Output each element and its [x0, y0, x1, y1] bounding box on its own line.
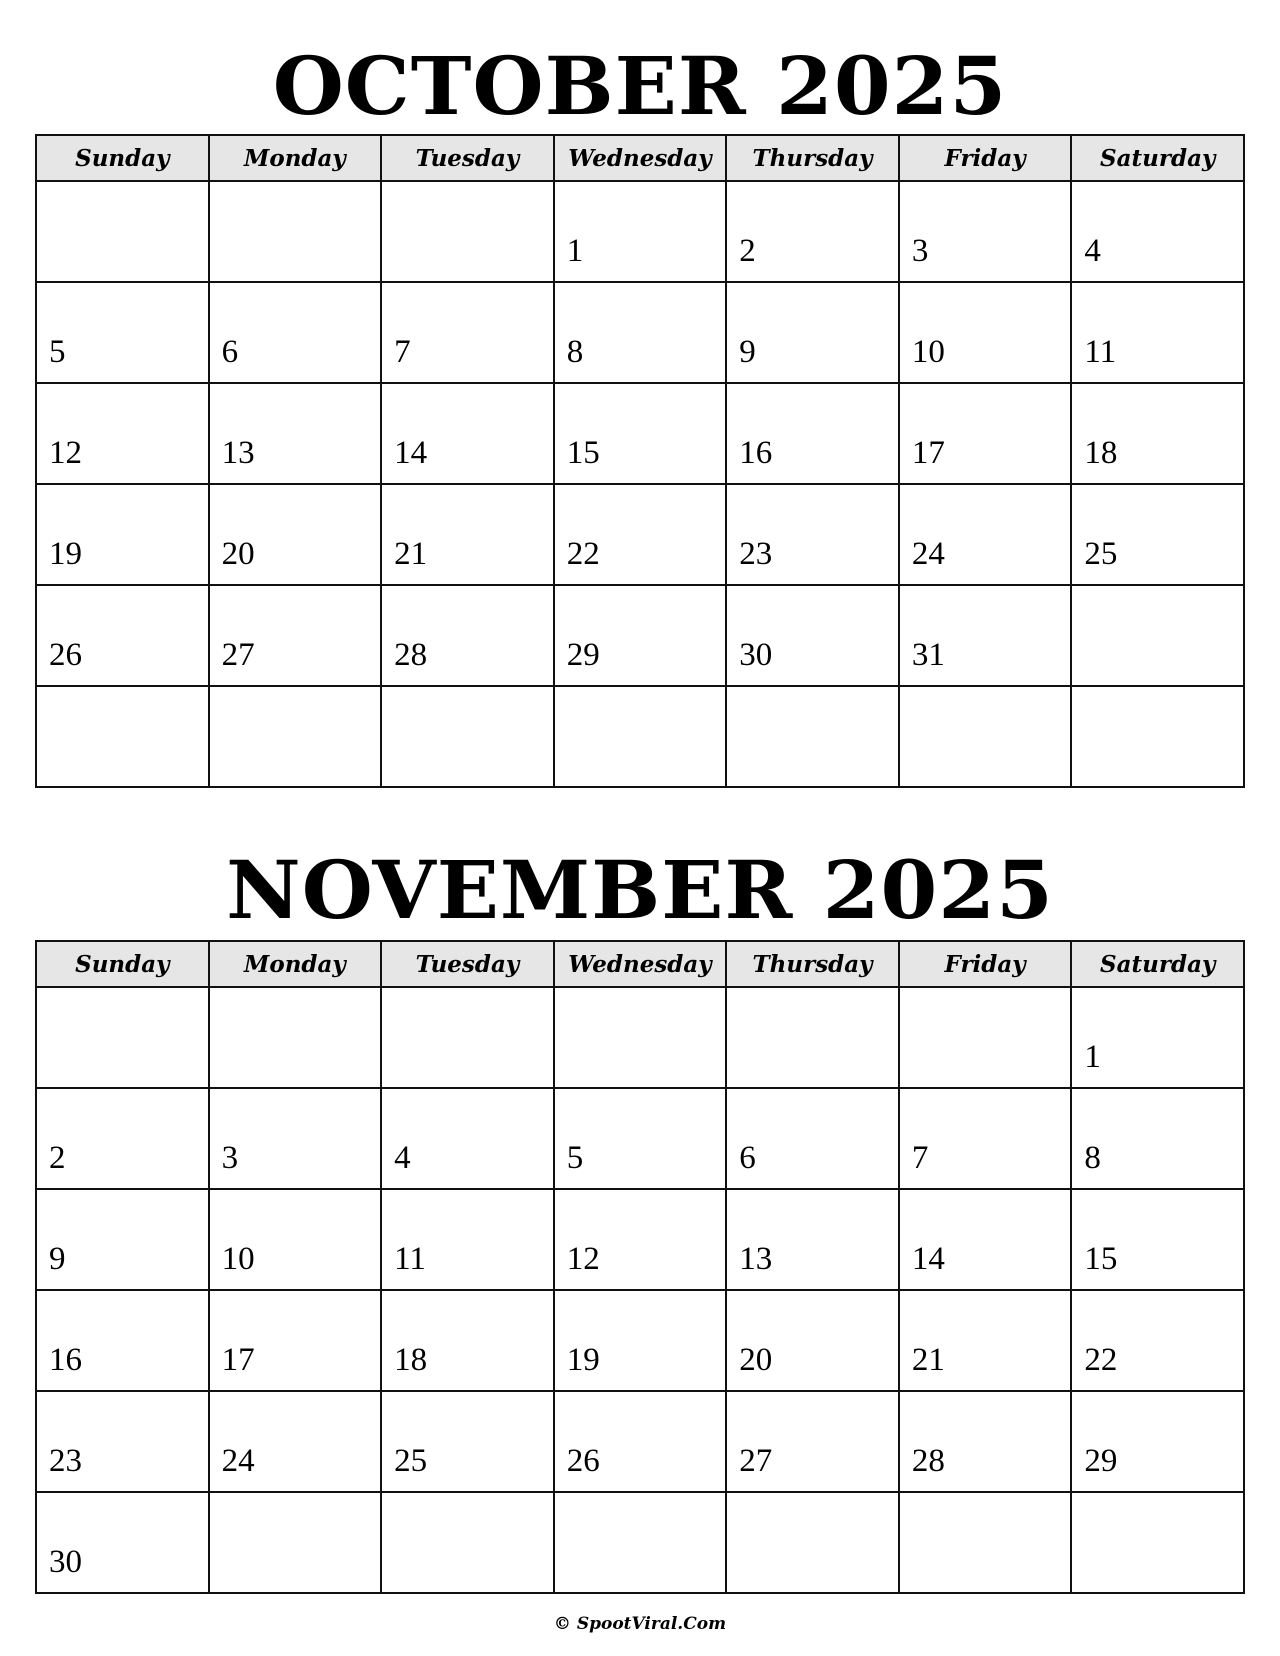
day-cell — [36, 686, 209, 787]
day-number: 12 — [566, 1241, 600, 1277]
day-number: 13 — [221, 435, 255, 471]
day-cell — [36, 1088, 209, 1189]
day-cell — [1071, 1189, 1244, 1290]
day-number: 25 — [394, 1443, 428, 1479]
week-row — [36, 1391, 1244, 1492]
day-number: 13 — [739, 1241, 773, 1277]
day-cell — [899, 1391, 1072, 1492]
day-number — [727, 773, 898, 786]
day-cell — [726, 585, 899, 686]
day-cell — [36, 987, 209, 1088]
calendar-grid-november — [35, 940, 1245, 1594]
day-number: 29 — [566, 637, 600, 673]
day-cell — [381, 686, 554, 787]
day-number: 24 — [221, 1443, 255, 1479]
day-cell — [1071, 585, 1244, 686]
day-cell — [899, 585, 1072, 686]
day-cell — [554, 1088, 727, 1189]
day-cell — [381, 1290, 554, 1391]
day-cell — [726, 1290, 899, 1391]
day-cell — [209, 987, 382, 1088]
day-cell — [554, 987, 727, 1088]
day-cell — [36, 1189, 209, 1290]
day-cell — [381, 1492, 554, 1593]
week-row — [36, 987, 1244, 1088]
day-cell — [899, 282, 1072, 383]
day-cell — [554, 1492, 727, 1593]
day-cell — [1071, 181, 1244, 282]
weekday-header-wednesday: Wednesday — [554, 135, 727, 181]
day-number: 5 — [566, 1140, 584, 1176]
month-title-november: NOVEMBER 2025 — [226, 843, 1054, 937]
day-cell — [899, 1492, 1072, 1593]
day-number: 1 — [1084, 1039, 1101, 1075]
day-cell — [209, 383, 382, 484]
day-number: 7 — [911, 1140, 929, 1176]
day-number — [555, 1074, 726, 1087]
day-cell — [554, 686, 727, 787]
day-cell — [381, 181, 554, 282]
day-cell — [209, 1492, 382, 1593]
day-cell — [899, 383, 1072, 484]
day-cell — [1071, 686, 1244, 787]
day-number: 8 — [566, 334, 584, 370]
day-number: 20 — [739, 1342, 773, 1378]
day-cell — [36, 181, 209, 282]
day-number: 23 — [49, 1443, 82, 1479]
day-number: 16 — [739, 435, 773, 471]
day-cell — [554, 282, 727, 383]
day-cell — [726, 181, 899, 282]
day-number: 9 — [49, 1241, 66, 1277]
day-number: 2 — [49, 1140, 66, 1176]
day-number: 29 — [1084, 1443, 1118, 1479]
week-row — [36, 484, 1244, 585]
day-number: 28 — [394, 637, 428, 673]
day-cell — [36, 1492, 209, 1593]
day-number: 15 — [1084, 1241, 1118, 1277]
weekday-header-friday: Friday — [899, 135, 1072, 181]
day-number: 18 — [394, 1342, 428, 1378]
weekday-header-friday: Friday — [899, 941, 1072, 987]
day-number: 27 — [739, 1443, 773, 1479]
day-cell — [554, 585, 727, 686]
weekday-header-saturday: Saturday — [1071, 135, 1244, 181]
day-cell — [36, 282, 209, 383]
day-number: 24 — [911, 536, 945, 572]
day-cell — [1071, 1290, 1244, 1391]
day-cell — [726, 1088, 899, 1189]
day-cell — [209, 282, 382, 383]
day-cell — [899, 1290, 1072, 1391]
day-cell — [899, 181, 1072, 282]
day-number — [727, 1074, 898, 1087]
day-number: 17 — [221, 1342, 255, 1378]
day-number: 14 — [911, 1241, 945, 1277]
day-number: 6 — [221, 334, 239, 370]
day-cell — [1071, 484, 1244, 585]
day-cell — [209, 484, 382, 585]
day-cell — [554, 1189, 727, 1290]
day-cell — [381, 484, 554, 585]
day-cell — [899, 484, 1072, 585]
day-cell — [36, 484, 209, 585]
day-number: 28 — [911, 1443, 945, 1479]
day-number: 21 — [911, 1342, 945, 1378]
day-number — [37, 773, 208, 786]
week-row — [36, 1189, 1244, 1290]
day-cell — [209, 1290, 382, 1391]
week-row — [36, 1088, 1244, 1189]
day-number — [37, 1074, 208, 1087]
day-cell — [381, 383, 554, 484]
day-number: 6 — [739, 1140, 756, 1176]
day-cell — [36, 1391, 209, 1492]
calendar-grid-october — [35, 134, 1245, 788]
day-cell — [726, 987, 899, 1088]
day-cell — [209, 181, 382, 282]
day-number — [210, 1579, 381, 1592]
day-number — [1072, 773, 1243, 786]
day-cell — [381, 1391, 554, 1492]
day-number: 19 — [566, 1342, 600, 1378]
day-number: 23 — [739, 536, 773, 572]
day-number: 8 — [1084, 1140, 1101, 1176]
day-cell — [381, 282, 554, 383]
day-number — [210, 773, 381, 786]
day-number — [382, 773, 553, 786]
day-cell — [1071, 282, 1244, 383]
day-cell — [899, 987, 1072, 1088]
day-number: 27 — [221, 637, 255, 673]
day-cell — [209, 686, 382, 787]
week-row — [36, 181, 1244, 282]
day-cell — [1071, 987, 1244, 1088]
day-number: 10 — [221, 1241, 255, 1277]
day-number: 11 — [394, 1241, 426, 1277]
weekday-header-thursday: Thursday — [726, 941, 899, 987]
day-number: 16 — [49, 1342, 82, 1378]
day-cell — [209, 1088, 382, 1189]
week-row — [36, 686, 1244, 787]
day-number: 1 — [566, 233, 584, 269]
day-number: 14 — [394, 435, 428, 471]
weekday-header-saturday: Saturday — [1071, 941, 1244, 987]
day-number — [210, 1074, 381, 1087]
day-cell — [381, 1088, 554, 1189]
day-number: 30 — [739, 637, 773, 673]
day-cell — [554, 383, 727, 484]
day-number: 11 — [1084, 334, 1117, 370]
day-cell — [209, 585, 382, 686]
week-row — [36, 1290, 1244, 1391]
day-cell — [36, 585, 209, 686]
weekday-header-row — [36, 135, 1244, 181]
day-cell — [726, 484, 899, 585]
day-cell — [554, 484, 727, 585]
day-cell — [726, 1492, 899, 1593]
weekday-header-wednesday: Wednesday — [554, 941, 727, 987]
day-number: 26 — [566, 1443, 600, 1479]
week-row — [36, 585, 1244, 686]
day-number: 12 — [49, 435, 82, 471]
day-cell — [899, 1189, 1072, 1290]
weekday-header-monday: Monday — [209, 941, 382, 987]
day-number — [900, 773, 1071, 786]
day-cell — [899, 1088, 1072, 1189]
weekday-header-row — [36, 941, 1244, 987]
day-number — [382, 1074, 553, 1087]
day-cell — [726, 1391, 899, 1492]
day-number: 26 — [49, 637, 82, 673]
day-number: 7 — [394, 334, 411, 370]
day-number: 30 — [49, 1544, 82, 1580]
day-cell — [726, 383, 899, 484]
day-cell — [726, 1189, 899, 1290]
day-number — [382, 1579, 553, 1592]
day-number: 18 — [1084, 435, 1118, 471]
day-cell — [381, 987, 554, 1088]
day-number: 22 — [566, 536, 600, 572]
weekday-header-monday: Monday — [209, 135, 382, 181]
day-number — [727, 1579, 898, 1592]
weekday-header-sunday: Sunday — [36, 941, 209, 987]
day-number: 15 — [566, 435, 600, 471]
day-number: 4 — [394, 1140, 411, 1176]
day-number: 9 — [739, 334, 756, 370]
day-number: 10 — [911, 334, 945, 370]
week-row — [36, 282, 1244, 383]
day-cell — [209, 1189, 382, 1290]
weekday-header-tuesday: Tuesday — [381, 941, 554, 987]
day-number — [210, 268, 381, 281]
day-number: 31 — [911, 637, 945, 673]
day-number — [37, 268, 208, 281]
day-number — [555, 773, 726, 786]
day-number — [555, 1579, 726, 1592]
day-number: 4 — [1084, 233, 1101, 269]
day-cell — [726, 686, 899, 787]
day-number: 2 — [739, 233, 756, 269]
day-number — [1072, 672, 1243, 685]
day-cell — [36, 383, 209, 484]
weekday-header-thursday: Thursday — [726, 135, 899, 181]
weekday-header-tuesday: Tuesday — [381, 135, 554, 181]
day-cell — [899, 686, 1072, 787]
day-number — [1072, 1579, 1243, 1592]
copyright-footer: © SpootViral.Com — [553, 1614, 727, 1634]
weekday-header-sunday: Sunday — [36, 135, 209, 181]
week-row — [36, 1492, 1244, 1593]
week-row — [36, 383, 1244, 484]
day-cell — [36, 1290, 209, 1391]
day-number: 17 — [911, 435, 945, 471]
day-number: 19 — [49, 536, 82, 572]
day-cell — [554, 1290, 727, 1391]
day-number: 3 — [221, 1140, 239, 1176]
day-cell — [554, 1391, 727, 1492]
day-cell — [1071, 1088, 1244, 1189]
day-number: 25 — [1084, 536, 1118, 572]
day-number — [900, 1074, 1071, 1087]
day-cell — [381, 1189, 554, 1290]
day-number: 20 — [221, 536, 255, 572]
day-cell — [726, 282, 899, 383]
day-number: 5 — [49, 334, 66, 370]
day-cell — [381, 585, 554, 686]
day-cell — [209, 1391, 382, 1492]
day-number: 21 — [394, 536, 428, 572]
day-number — [900, 1579, 1071, 1592]
day-cell — [554, 181, 727, 282]
day-number: 3 — [911, 233, 929, 269]
day-number: 22 — [1084, 1342, 1118, 1378]
day-number — [382, 268, 553, 281]
day-cell — [1071, 383, 1244, 484]
month-title-october: OCTOBER 2025 — [272, 39, 1008, 133]
day-cell — [1071, 1391, 1244, 1492]
day-cell — [1071, 1492, 1244, 1593]
